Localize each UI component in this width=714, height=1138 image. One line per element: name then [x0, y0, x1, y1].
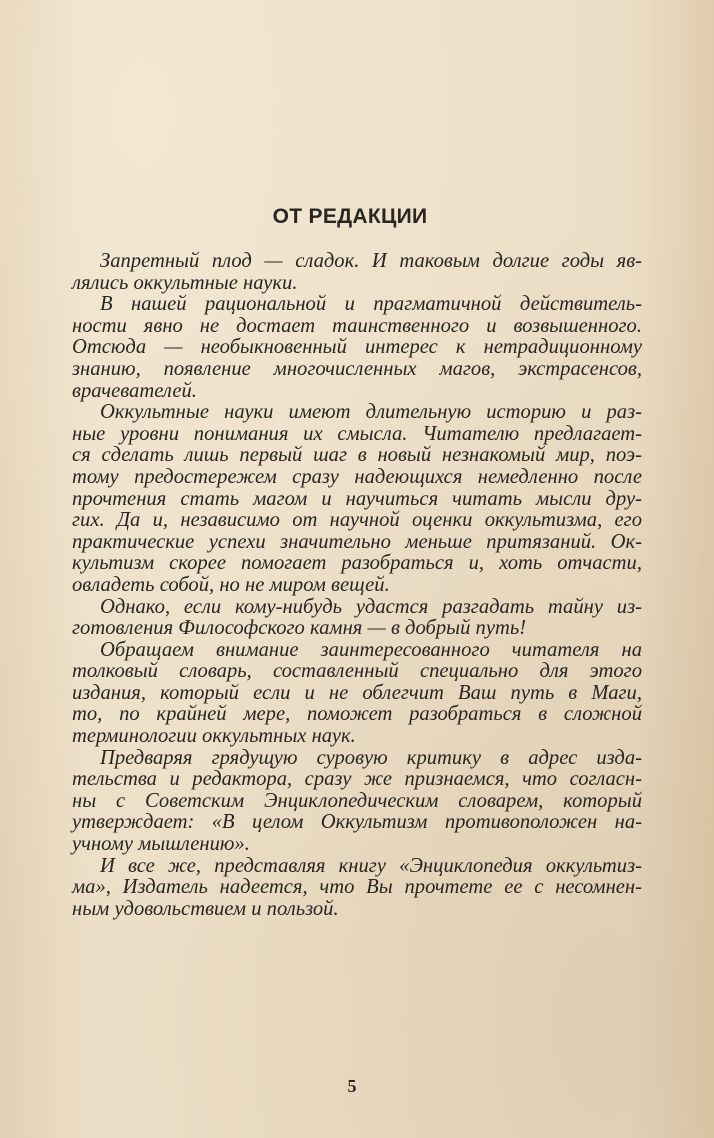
body-text [72, 251, 642, 920]
page-number: 5 [347, 1076, 357, 1096]
paragraph-2 [72, 294, 642, 402]
text-line: ны с Советским Энциклопедическим словарем, который [72, 789, 642, 812]
paragraph-4 [72, 597, 642, 640]
page-title: ОТ РЕДАКЦИИ [272, 205, 428, 228]
text-line: Однако, если кому-нибудь удастся разгадать тайну из- [100, 595, 642, 618]
text-line: готовления Философского камня — в добрый путь! [72, 617, 527, 640]
text-line: утверждает: «В целом Оккультизм противоположен на- [72, 811, 642, 834]
text-line: Обращаем внимание заинтересованного читателя на [100, 638, 642, 661]
text-line: Запретный плод — сладок. И таковым долгие годы яв- [100, 250, 642, 272]
paragraph-7 [72, 856, 642, 921]
text-line: тельства и редактора, сразу же признаемся, что согласн- [72, 768, 642, 791]
text-line: ным удовольствием и пользой. [72, 897, 339, 920]
text-line: учному мышлению». [72, 833, 250, 856]
text-line: И все же, представляя книгу «Энциклопедия оккультиз- [100, 854, 642, 877]
text-line: то, по крайней мере, поможет разобраться в сложной [72, 703, 642, 726]
text-line: гих. Да и, независимо от научной оценки оккультизма, его [72, 509, 642, 532]
text-line: издания, который если и не облегчит Ваш путь в Маги, [72, 681, 642, 704]
text-line: прочтения стать магом и научиться читать мысли дру- [72, 487, 642, 510]
text-line: ности явно не достает таинственного и возвышенного. [72, 314, 642, 337]
text-line: толковый словарь, составленный специально для этого [72, 660, 642, 683]
text-line: врачевателей. [72, 379, 197, 402]
text-line: тому предостережем сразу надеющихся немедленно после [72, 465, 642, 488]
text-line: знанию, появление многочисленных магов, экстрасенсов, [72, 357, 642, 380]
text-line: культизм скорее помогает разобраться и, хоть отчасти, [72, 552, 642, 575]
text-line: лялись оккультные науки. [72, 271, 298, 294]
text-line: практические успехи значительно меньше притязаний. Ок- [72, 530, 642, 553]
text-line: ные уровни понимания их смысла. Читателю предлагает- [72, 422, 642, 445]
text-line: терминологии оккультных наук. [72, 725, 356, 748]
paragraph-5 [72, 640, 642, 748]
text-line: Отсюда — необыкновенный интерес к нетрадиционному [72, 336, 642, 359]
text-line: В нашей рациональной и прагматичной действитель- [100, 293, 642, 316]
paragraph-6 [72, 748, 642, 856]
text-line: Оккультные науки имеют длительную историю и раз- [100, 401, 642, 424]
paragraph-1 [72, 251, 642, 294]
text-line: овладеть собой, но не миром вещей. [72, 573, 390, 596]
paragraph-3 [72, 402, 642, 596]
text-line: ся сделать лишь первый шаг в новый незнакомый мир, поэ- [72, 444, 642, 467]
text-line: ма», Издатель надеется, что Вы прочтете ее с несомнен- [72, 876, 642, 899]
text-line: Предваряя грядущую суровую критику в адрес изда- [100, 746, 642, 769]
